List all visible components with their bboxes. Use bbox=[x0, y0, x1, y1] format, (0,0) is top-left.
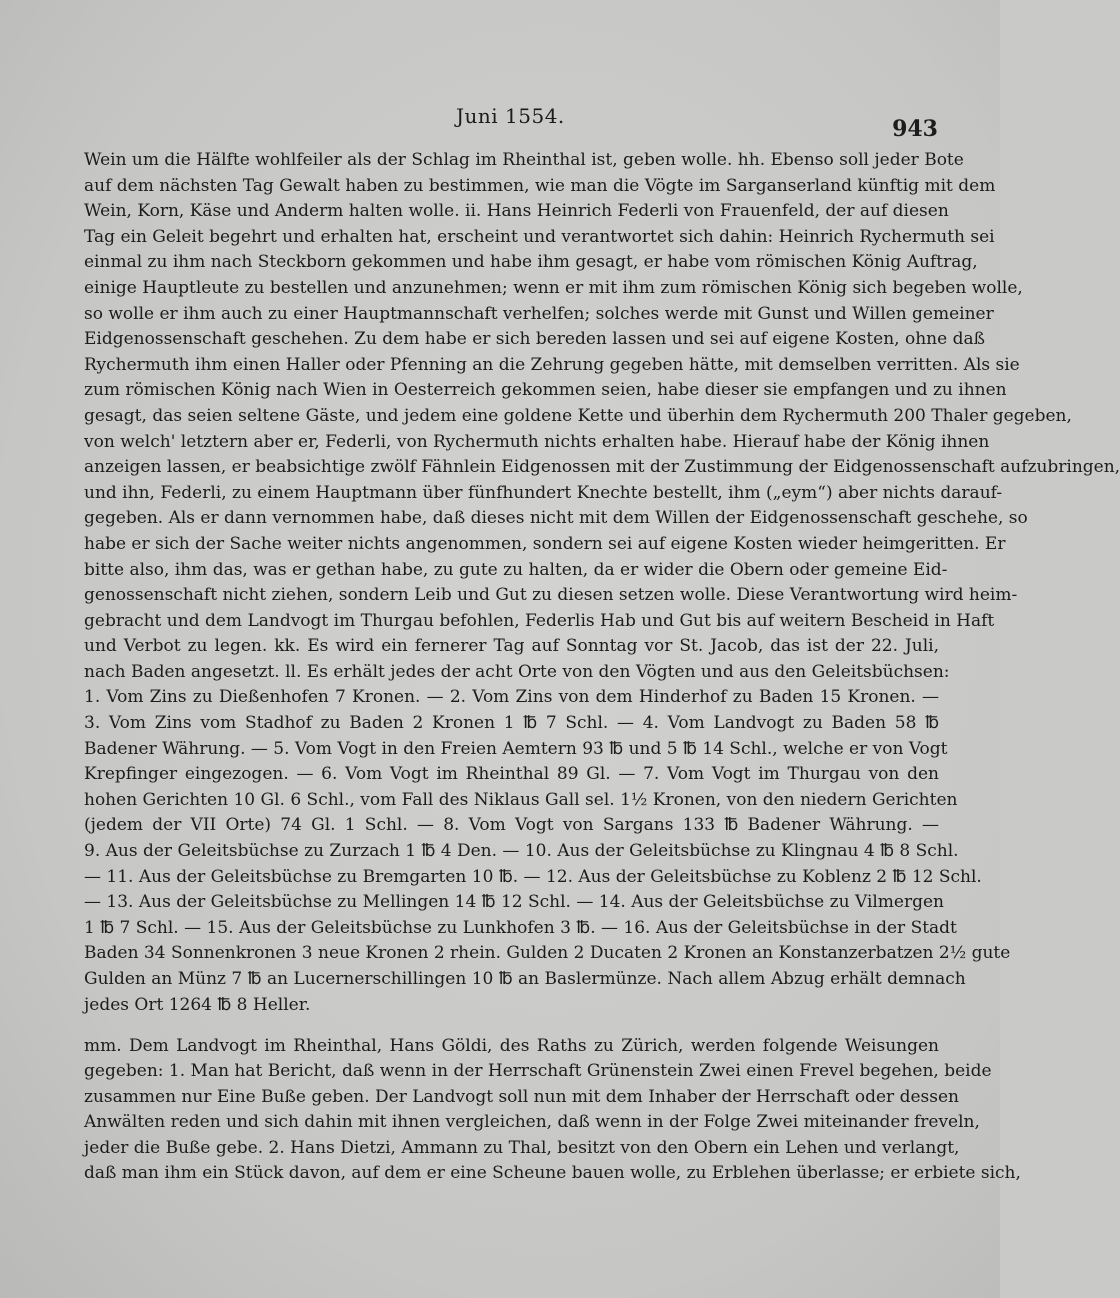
text-line: gebracht und dem Landvogt im Thurgau befohlen, Federlis Hab und Gut bis auf weitern Bescheid in Haft bbox=[84, 610, 995, 631]
paragraph-2 bbox=[84, 1034, 1021, 1186]
text-line: 3. Vom Zins vom Stadhof zu Baden 2 Kronen 1 ℔ 7 Schl. — 4. Vom Landvogt zu Baden 58 ℔ bbox=[84, 713, 939, 734]
text-line: Baden 34 Sonnenkronen 3 neue Kronen 2 rhein. Gulden 2 Ducaten 2 Kronen an Konstanzerbatzen 2½ gute bbox=[84, 943, 1011, 964]
text-line: von welch' letztern aber er, Federli, von Rychermuth nichts erhalten habe. Hierauf habe der König ihnen bbox=[84, 431, 990, 452]
page-header bbox=[0, 104, 1000, 144]
text-line: so wolle er ihm auch zu einer Hauptmannschaft verhelfen; solches werde mit Gunst und Willen gemeiner bbox=[84, 303, 994, 324]
text-line: gegeben. Als er dann vernommen habe, daß dieses nicht mit dem Willen der Eidgenossenschaft geschehe, so bbox=[84, 508, 1028, 529]
text-line: bitte also, ihm das, was er gethan habe, zu gute zu halten, da er wider die Obern oder gemeine Eid- bbox=[84, 559, 948, 580]
paragraph-1 bbox=[84, 148, 1120, 1018]
text-line: 1 ℔ 7 Schl. — 15. Aus der Geleitsbüchse zu Lunkhofen 3 ℔. — 16. Aus der Geleitsbüchse in der Stadt bbox=[84, 917, 957, 938]
text-line: jeder die Buße gebe. 2. Hans Dietzi, Ammann zu Thal, besitzt von den Obern ein Lehen und verlangt, bbox=[84, 1137, 960, 1158]
running-head: Juni 1554. bbox=[456, 104, 565, 128]
text-line: einige Hauptleute zu bestellen und anzunehmen; wenn er mit ihm zum römischen König sich begeben wolle, bbox=[84, 277, 1023, 298]
text-line: daß man ihm ein Stück davon, auf dem er eine Scheune bauen wolle, zu Erblehen überlasse; er erbiete sich, bbox=[84, 1162, 1021, 1183]
text-line: zum römischen König nach Wien in Oesterreich gekommen seien, habe dieser sie empfangen und zu ihnen bbox=[84, 380, 1007, 401]
text-line: Eidgenossenschaft geschehen. Zu dem habe er sich bereden lassen und sei auf eigene Kosten, ohne daß bbox=[84, 329, 985, 350]
text-line: zusammen nur Eine Buße geben. Der Landvogt soll nun mit dem Inhaber der Herrschaft oder dessen bbox=[84, 1086, 959, 1107]
text-line: gesagt, das seien seltene Gäste, und jedem eine goldene Kette und überhin dem Rychermuth 200 Thaler gegeben, bbox=[84, 405, 1072, 426]
text-line: 9. Aus der Geleitsbüchse zu Zurzach 1 ℔ 4 Den. — 10. Aus der Geleitsbüchse zu Klingnau 4 ℔ 8 Schl. bbox=[84, 841, 959, 862]
text-line: — 11. Aus der Geleitsbüchse zu Bremgarten 10 ℔. — 12. Aus der Geleitsbüchse zu Koblenz 2 ℔ 12 Schl. bbox=[84, 866, 982, 887]
text-line: anzeigen lassen, er beabsichtige zwölf Fähnlein Eidgenossen mit der Zustimmung der Eidgenossenschaft aufzubringen, bbox=[84, 457, 1120, 478]
text-line: Badener Währung. — 5. Vom Vogt in den Freien Aemtern 93 ℔ und 5 ℔ 14 Schl., welche er von Vogt bbox=[84, 738, 948, 759]
text-line: jedes Ort 1264 ℔ 8 Heller. bbox=[84, 994, 311, 1015]
text-line: Gulden an Münz 7 ℔ an Lucernerschillingen 10 ℔ an Baslermünze. Nach allem Abzug erhält demnach bbox=[84, 969, 966, 989]
text-line: (jedem der VII Orte) 74 Gl. 1 Schl. — 8. Vom Vogt von Sargans 133 ℔ Badener Währung. — bbox=[84, 815, 939, 836]
text-line: habe er sich der Sache weiter nichts angenommen, sondern sei auf eigene Kosten wieder heimgeritten. Er bbox=[84, 533, 1006, 554]
page-number: 943 bbox=[892, 116, 938, 142]
text-line: Rychermuth ihm einen Haller oder Pfenning an die Zehrung gegeben hätte, mit demselben verritten. Als sie bbox=[84, 354, 1020, 375]
text-line: Wein um die Hälfte wohlfeiler als der Schlag im Rheinthal ist, geben wolle. hh. Ebenso soll jeder Bote bbox=[84, 150, 964, 170]
text-line: nach Baden angesetzt. ll. Es erhält jedes der acht Orte von den Vögten und aus den Geleitsbüchsen: bbox=[84, 661, 950, 682]
text-line: auf dem nächsten Tag Gewalt haben zu bestimmen, wie man die Vögte im Sarganserland künftig mit dem bbox=[84, 175, 996, 196]
text-line: und ihn, Federli, zu einem Hauptmann über fünfhundert Knechte bestellt, ihm („eym“) aber nichts darauf- bbox=[84, 482, 1003, 503]
text-line: und Verbot zu legen. kk. Es wird ein fernerer Tag auf Sonntag vor St. Jacob, das ist der 22. Juli, bbox=[84, 636, 939, 657]
text-line: hohen Gerichten 10 Gl. 6 Schl., vom Fall des Niklaus Gall sel. 1½ Kronen, von den niedern Gerichten bbox=[84, 789, 958, 810]
text-line: Tag ein Geleit begehrt und erhalten hat, erscheint und verantwortet sich dahin: Heinrich Rychermuth sei bbox=[84, 226, 995, 247]
text-line: Anwälten reden und sich dahin mit ihnen vergleichen, daß wenn in der Folge Zwei miteinander freveln, bbox=[84, 1112, 980, 1133]
text-line: Krepfinger eingezogen. — 6. Vom Vogt im Rheinthal 89 Gl. — 7. Vom Vogt im Thurgau von den bbox=[84, 764, 939, 785]
text-line: mm. Dem Landvogt im Rheinthal, Hans Göldi, des Raths zu Zürich, werden folgende Weisungen bbox=[84, 1036, 939, 1056]
text-line: 1. Vom Zins zu Dießenhofen 7 Kronen. — 2. Vom Zins von dem Hinderhof zu Baden 15 Kronen. — bbox=[84, 687, 939, 708]
text-line: einmal zu ihm nach Steckborn gekommen und habe ihm gesagt, er habe vom römischen König Auftrag, bbox=[84, 252, 978, 273]
text-line: — 13. Aus der Geleitsbüchse zu Mellingen 14 ℔ 12 Schl. — 14. Aus der Geleitsbüchse zu Vilmergen bbox=[84, 892, 945, 913]
text-line: gegeben: 1. Man hat Bericht, daß wenn in der Herrschaft Grünenstein Zwei einen Frevel begehen, beide bbox=[84, 1061, 992, 1082]
text-line: Wein, Korn, Käse und Anderm halten wolle. ii. Hans Heinrich Federli von Frauenfeld, der auf diesen bbox=[84, 201, 949, 222]
text-line: genossenschaft nicht ziehen, sondern Leib und Gut zu diesen setzen wolle. Diese Verantwortung wird heim- bbox=[84, 585, 1018, 606]
